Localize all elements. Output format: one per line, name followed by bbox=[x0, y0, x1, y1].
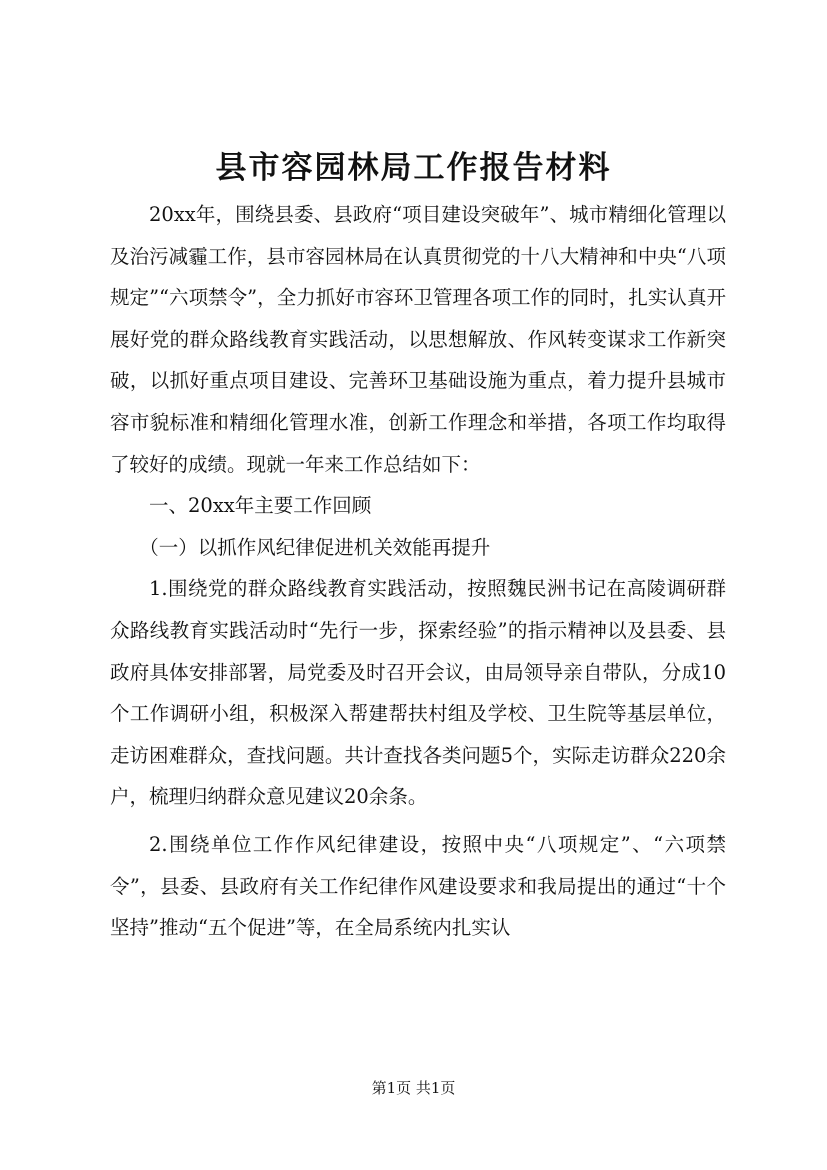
section-heading: 一、20xx年主要工作回顾 bbox=[149, 494, 372, 518]
list-item-2: 2.围绕单位工作作风纪律建设，按照中央“八项规定”、“六项禁令”，县委、县政府有关工作纪律作风建设要求和我局提出的通过“十个坚持”推动“五个促进”等，在全局系统内扎实认 bbox=[110, 832, 726, 940]
intro-paragraph: 20xx年，围绕县委、县政府“项目建设突破年”、城市精细化管理以及治污减霾工作，县市容园林局在认真贯彻党的十八大精神和中央“八项规定”“六项禁令”，全力抓好市容环卫管理各项工作的同时，扎实认真开展好党的群众路线教育实践活动，以思想解放、作风转变谋求工作新突破，以抓好重点项目建设、完善环卫基础设施为重点，着力提升县城市容市貌标准和精细化管理水准，创新工作理念和举措，各项工作均取得了较好的成绩。现就一年来工作总结如下： bbox=[110, 203, 726, 476]
subsection-heading: （一）以抓作风纪律促进机关效能再提升 bbox=[139, 535, 491, 559]
document-title: 县市容园林局工作报告材料 bbox=[215, 150, 612, 186]
list-item-1: 1.围绕党的群众路线教育实践活动，按照魏民洲书记在高陵调研群众路线教育实践活动时“先行一步，探索经验”的指示精神以及县委、县政府具体安排部署，局党委及时召开会议，由局领导亲自带队，分成10个工作调研小组，积极深入帮建帮扶村组及学校、卫生院等基层单位，走访困难群众，查找问题。共计查找各类问题5个，实际走访群众220余户，梳理归纳群众意见建议20余条。 bbox=[110, 577, 726, 809]
page-footer: 第1页 共1页 bbox=[371, 1079, 456, 1097]
document-body bbox=[110, 194, 726, 949]
